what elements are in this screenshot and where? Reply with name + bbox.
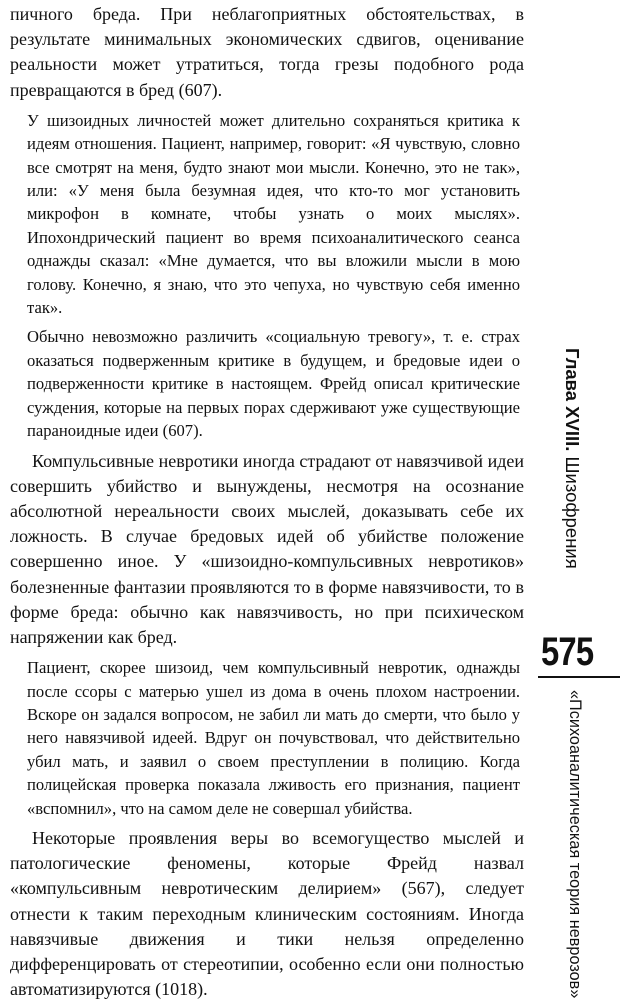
- page-number-rule: [538, 676, 620, 678]
- running-head-book-title: «Психоаналитическая теория неврозов»: [566, 690, 584, 999]
- paragraph-continued: пичного бреда. При неблагоприятных обстоятельствах, в результате минимальных экономических сдвигов, оценивание реальности может утратиться, тогда грезы подобного рода превращаются в бред (607).: [10, 4, 524, 100]
- body-paragraph: Компульсивные невротики иногда страдают от навязчивой идеи совершить убийство и вынуждены, несмотря на осознание абсолютной нереальности своих мыслей, доказывать себе их ложность. В случае бредовых идей об убийстве положение совершенно иное. У «шизоидно-компульсивных невротиков» болезненные фантазии проявляются то в форме навязчивости, то в форме бреда: обычно как навязчивость, но при психическом напряжении как бред.: [10, 450, 524, 647]
- case-example-paragraph: У шизоидных личностей может длительно сохраняться критика к идеям отношения. Пациент, например, говорит: «Я чувствую, словно все смотрят на меня, будто знают мои мысли. Конечно, это не так», или: «У меня была безумная идея, что кто-то мог установить микрофон в комнате, чтобы узнать о моих мыслях». Ипохондрический пациент во время психоаналитического сеанса однажды сказал: «Мне думается, что вы вложили мысли в мою голову. Конечно, я знаю, что это чепуха, но чувствую себя именно так».: [27, 110, 520, 318]
- main-text-column: [10, 2, 524, 1002]
- case-example-paragraph: Обычно невозможно различить «социальную тревогу», т. е. страх оказаться подверженным критике в будущем, и бредовые идеи о подверженности критике в настоящем. Фрейд описал критические суждения, которые на первых порах сдерживают уже существующие параноидные идеи (607).: [27, 327, 520, 441]
- body-paragraph: Некоторые проявления веры во всемогущество мыслей и патологические феномены, которые Фрейд назвал «компульсивным невротическим делирием» (567), следует отнести к таким переходным клиническим состояниям. Иногда навязчивые движения и тики нельзя определенно дифференцировать от стереотипии, особенно если они полностью автоматизируются (1018).: [10, 827, 524, 1000]
- chapter-number: Глава XVIII.: [562, 348, 583, 452]
- chapter-heading-vertical: [561, 348, 583, 569]
- chapter-title: Шизофрения: [562, 456, 583, 569]
- page-number: 575: [541, 630, 594, 674]
- case-example-paragraph: Пациент, скорее шизоид, чем компульсивный невротик, однажды после ссоры с матерью ушел из дома в очень плохом настроении. Вскоре он задался вопросом, не забил ли мать до смерти, что было у него навязчивой идеей. Вдруг он почувствовал, что действительно убил мать, и заявил о своем преступлении в полицию. Когда полицейская проверка показала лживость его признания, пациент «вспомнил», что на самом деле не совершал убийства.: [27, 658, 520, 818]
